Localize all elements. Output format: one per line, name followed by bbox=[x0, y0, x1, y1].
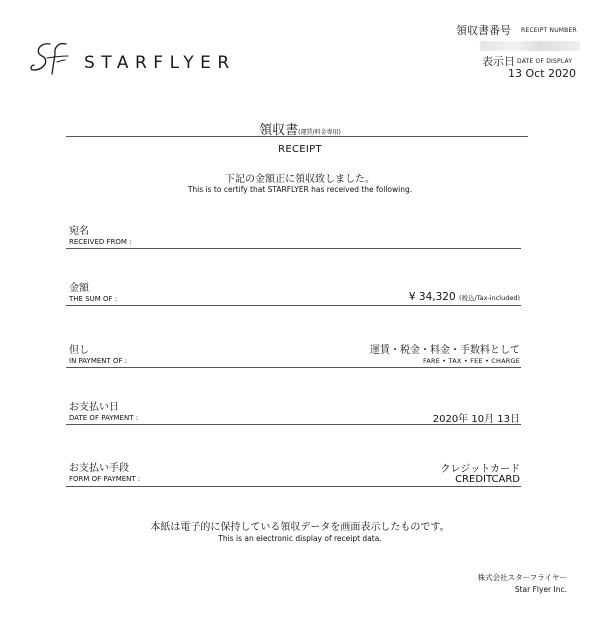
payment-of-label-ja: 但し bbox=[69, 345, 89, 356]
received-from-label-ja: 宛名 bbox=[69, 226, 89, 237]
display-date: 13 Oct 2020 bbox=[508, 67, 577, 80]
received-from-label-en: RECEIVED FROM : bbox=[69, 238, 132, 246]
payment-date-divider bbox=[66, 424, 521, 425]
title-ja-note: (運賃/料金専用) bbox=[298, 129, 341, 136]
payment-form-value-ja: クレジットカード bbox=[440, 464, 520, 475]
received-from-divider bbox=[66, 248, 521, 249]
company-name-en: Star Flyer Inc. bbox=[514, 585, 567, 594]
payment-form-divider bbox=[66, 486, 521, 487]
receipt-number-label-ja: 領収書番号 bbox=[456, 24, 511, 37]
payment-form-label-en: FORM OF PAYMENT : bbox=[69, 475, 141, 483]
payment-date-label-en: DATE OF PAYMENT : bbox=[69, 414, 139, 422]
title-en: RECEIPT bbox=[278, 144, 322, 155]
sum-amount: ¥ 34,320 bbox=[408, 291, 456, 303]
payment-date-value: 2020年 10月 13日 bbox=[432, 414, 520, 425]
payment-of-value-ja: 運賃・税金・料金・手数料として bbox=[370, 345, 520, 356]
brand-name: STARFLYER bbox=[84, 53, 236, 73]
sum-divider bbox=[66, 305, 521, 306]
payment-form-label-ja: お支払い手段 bbox=[69, 463, 129, 474]
payment-of-divider bbox=[66, 367, 521, 368]
sum-tax-note: (税込/Tax-included) bbox=[458, 294, 520, 302]
certify-text-ja: 下記の金額正に領収致しました。 bbox=[225, 174, 375, 185]
payment-form-value-en: CREDITCARD bbox=[455, 474, 520, 485]
title-ja: 領収書 bbox=[259, 123, 299, 138]
title-divider bbox=[66, 136, 528, 137]
starflyer-logo-icon bbox=[28, 38, 74, 78]
payment-of-value-en: FARE • TAX • FEE • CHARGE bbox=[423, 357, 520, 365]
sum-label-en: THE SUM OF : bbox=[69, 295, 118, 303]
sum-value bbox=[409, 291, 520, 303]
sum-label-ja: 金額 bbox=[69, 283, 89, 294]
display-date-label-en: DATE OF DISPLAY bbox=[517, 58, 573, 65]
payment-date-label-ja: お支払い日 bbox=[69, 402, 119, 413]
certify-text-en: This is to certify that STARFLYER has received the following. bbox=[187, 185, 413, 194]
receipt-number-redacted bbox=[480, 41, 580, 51]
footer-note-en: This is an electronic display of receipt data. bbox=[218, 534, 382, 543]
payment-of-label-en: IN PAYMENT OF : bbox=[69, 357, 128, 365]
footer-note-ja: 本紙は電子的に保持している領収データを画面表示したものです。 bbox=[150, 522, 450, 533]
company-name-ja: 株式会社スターフライヤー bbox=[477, 573, 567, 582]
receipt-number-label-en: RECEIPT NUMBER bbox=[521, 27, 577, 34]
display-date-label-ja: 表示日 bbox=[482, 55, 515, 68]
